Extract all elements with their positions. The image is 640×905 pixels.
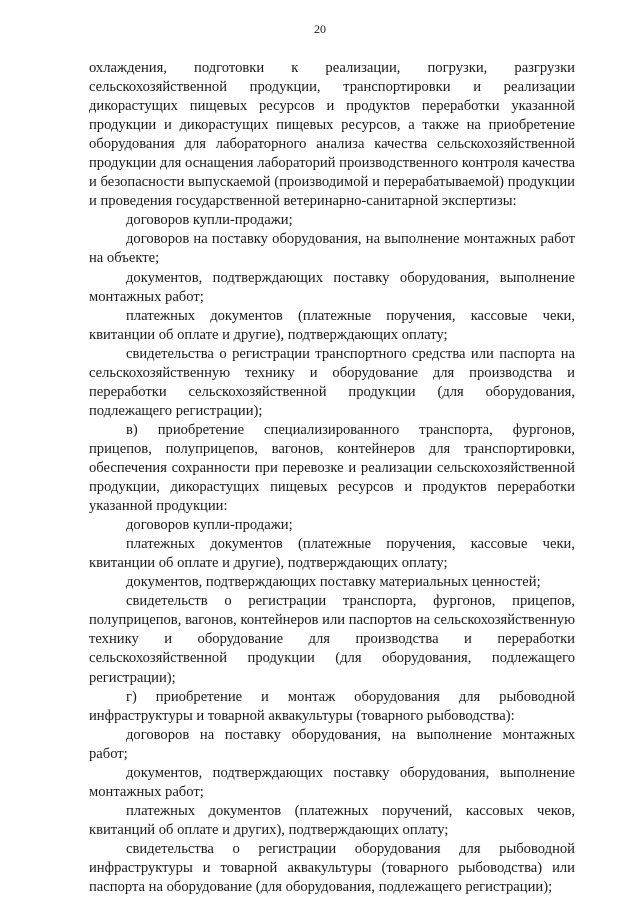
- paragraph: охлаждения, подготовки к реализации, погрузки, разгрузки сельскохозяйственной продукции, транспортировки и реализации дикорастущих пищевых ресурсов и продуктов переработки указанной продукции и дикорастущих пищевых ресурсов, а также на приобретение оборудования для лабораторного анализа качества сельскохозяйственной продукции для оснащения лабораторий производственного контроля качества и безопасности выпускаемой (производимой и перерабатываемой) продукции и проведения государственной ветеринарно-санитарной экспертизы:: [89, 60, 575, 210]
- paragraph: свидетельства о регистрации оборудования для рыбоводной инфраструктуры и товарной аквакультуры (товарного рыбоводства) или паспорта на оборудование (для оборудования, подлежащего регистрации);: [89, 840, 575, 896]
- paragraph: свидетельств о регистрации транспорта, фургонов, прицепов, полуприцепов, вагонов, контейнеров или паспортов на сельскохозяйственную технику и оборудование для производства и переработки сельскохозяйственной продукции (для оборудования, подлежащего регистрации);: [89, 593, 575, 686]
- document-body: [89, 59, 575, 897]
- paragraph: документов, подтверждающих поставку материальных ценностей;: [126, 574, 541, 591]
- list-item-g-heading: г) приобретение и монтаж оборудования для рыбоводной инфраструктуры и товарной аквакультуры (товарного рыбоводства):: [89, 688, 575, 724]
- paragraph: платежных документов (платежные поручения, кассовые чеки, квитанции об оплате и другие), подтверждающих оплату;: [89, 307, 575, 343]
- paragraph: документов, подтверждающих поставку оборудования, выполнение монтажных работ;: [89, 269, 575, 305]
- page-number: 20: [314, 22, 326, 36]
- paragraph: договоров купли-продажи;: [126, 517, 293, 534]
- paragraph: договоров на поставку оборудования, на выполнение монтажных работ;: [89, 726, 575, 762]
- paragraph: платежных документов (платежные поручения, кассовые чеки, квитанции об оплате и другие), подтверждающих оплату;: [89, 536, 575, 572]
- list-item-v-heading: в) приобретение специализированного транспорта, фургонов, прицепов, полуприцепов, вагонов, контейнеров для транспортировки, обеспечения сохранности при перевозке и реализации сельскохозяйственной продукции, дикорастущих пищевых ресурсов и продуктов переработки указанной продукции:: [89, 421, 575, 515]
- paragraph: свидетельства о регистрации транспортного средства или паспорта на сельскохозяйственную технику и оборудование для производства и переработки сельскохозяйственной продукции (для оборудования, подлежащего регистрации);: [89, 345, 575, 419]
- paragraph: договоров на поставку оборудования, на выполнение монтажных работ на объекте;: [89, 231, 575, 267]
- paragraph: договоров купли-продажи;: [126, 212, 293, 229]
- paragraph: платежных документов (платежных поручений, кассовых чеков, квитанций об оплате и других), подтверждающих оплату;: [89, 802, 575, 838]
- paragraph: документов, подтверждающих поставку оборудования, выполнение монтажных работ;: [89, 764, 575, 800]
